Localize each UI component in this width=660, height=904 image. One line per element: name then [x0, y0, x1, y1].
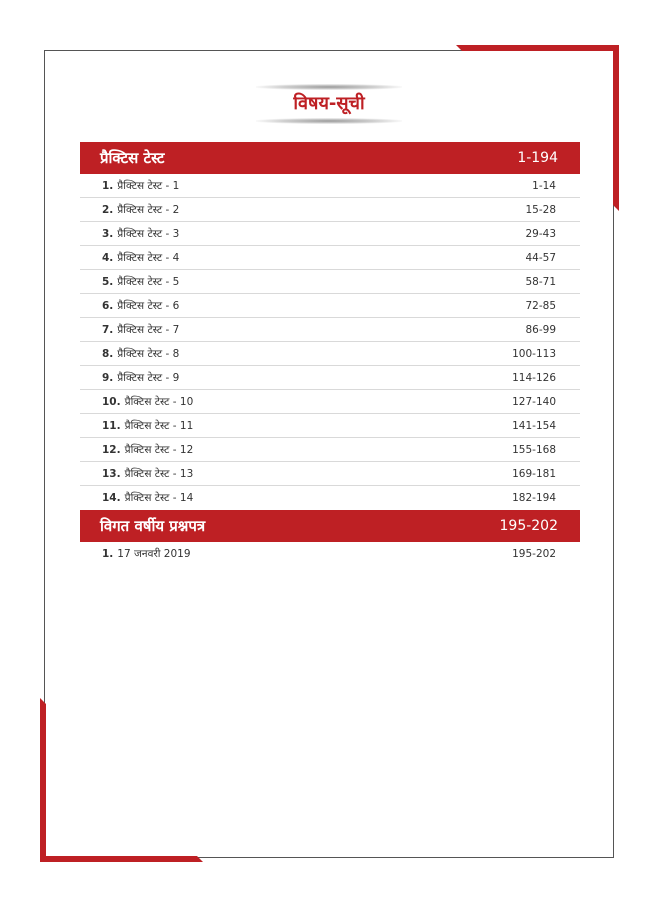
toc-list-practice-tests: [80, 174, 580, 510]
toc-row-label: 17 जनवरी 2019: [117, 548, 191, 560]
toc-row-number: 14.: [102, 492, 121, 504]
toc-row[interactable]: [80, 390, 580, 414]
toc-row-label: प्रैक्टिस टेस्ट - 6: [117, 299, 180, 312]
toc-row-pages: 114-126: [512, 371, 556, 384]
section-page-range: 195-202: [499, 518, 558, 534]
toc-row-number: 5.: [102, 275, 114, 288]
toc-row[interactable]: [80, 438, 580, 462]
toc-row[interactable]: [80, 246, 580, 270]
toc-row-number: 6.: [102, 299, 114, 312]
toc-row-label: प्रैक्टिस टेस्ट - 3: [117, 227, 180, 240]
toc-row-label: प्रैक्टिस टेस्ट - 5: [117, 275, 180, 288]
title-rule-bottom: [256, 118, 402, 124]
section-header-previous-year-papers[interactable]: [80, 510, 580, 542]
page-title-ribbon: [256, 84, 402, 124]
toc-row[interactable]: [80, 222, 580, 246]
toc-row-pages: 72-85: [525, 299, 556, 312]
toc-row-pages: 15-28: [525, 203, 556, 216]
toc-row[interactable]: [80, 318, 580, 342]
section-title: प्रैक्टिस टेस्ट: [100, 149, 165, 167]
corner-decoration-bottom-left-vertical: [40, 698, 46, 862]
toc-row[interactable]: [80, 174, 580, 198]
toc-row-label: प्रैक्टिस टेस्ट - 11: [124, 419, 194, 432]
toc-row[interactable]: [80, 270, 580, 294]
toc-row-number: 2.: [102, 203, 114, 216]
toc-row-label: प्रैक्टिस टेस्ट - 14: [124, 492, 194, 504]
corner-decoration-bottom-left: [40, 856, 203, 862]
toc-row-pages: 58-71: [525, 275, 556, 288]
toc-row-pages: 169-181: [512, 467, 556, 480]
toc-row-pages: 44-57: [525, 251, 556, 264]
toc-row[interactable]: [80, 486, 580, 510]
toc-row-label: प्रैक्टिस टेस्ट - 9: [117, 371, 180, 384]
corner-decoration-top-right-vertical: [613, 45, 619, 211]
toc-row-number: 8.: [102, 347, 114, 360]
toc-row-label: प्रैक्टिस टेस्ट - 12: [124, 443, 194, 456]
toc-row-label: प्रैक्टिस टेस्ट - 8: [117, 347, 180, 360]
corner-decoration-top-right: [456, 45, 619, 51]
toc-row[interactable]: [80, 542, 580, 566]
toc-row-label: प्रैक्टिस टेस्ट - 10: [124, 395, 194, 408]
toc-row[interactable]: [80, 366, 580, 390]
toc-row-number: 1.: [102, 179, 114, 192]
toc-row[interactable]: [80, 294, 580, 318]
toc-row[interactable]: [80, 342, 580, 366]
toc-row-number: 10.: [102, 395, 121, 408]
toc-row-label: प्रैक्टिस टेस्ट - 2: [117, 203, 180, 216]
toc-row-pages: 182-194: [512, 492, 556, 504]
toc-row-pages: 1-14: [532, 179, 556, 192]
toc-row-number: 7.: [102, 323, 114, 336]
toc-row-number: 9.: [102, 371, 114, 384]
toc-row-number: 3.: [102, 227, 114, 240]
toc-row-label: प्रैक्टिस टेस्ट - 4: [117, 251, 180, 264]
toc-row-label: प्रैक्टिस टेस्ट - 1: [117, 179, 180, 192]
section-header-practice-tests[interactable]: [80, 142, 580, 174]
toc-row-label: प्रैक्टिस टेस्ट - 7: [117, 323, 180, 336]
toc-row[interactable]: [80, 414, 580, 438]
toc-row-label: प्रैक्टिस टेस्ट - 13: [124, 467, 194, 480]
toc-row-pages: 195-202: [512, 548, 556, 560]
toc-row-number: 4.: [102, 251, 114, 264]
toc-row-pages: 155-168: [512, 443, 556, 456]
toc-row[interactable]: [80, 198, 580, 222]
toc-row-pages: 127-140: [512, 395, 556, 408]
toc-row-pages: 29-43: [525, 227, 556, 240]
toc-row-number: 1.: [102, 548, 114, 560]
section-title: विगत वर्षीय प्रश्नपत्र: [100, 517, 206, 535]
section-page-range: 1-194: [517, 150, 558, 166]
toc-row-pages: 100-113: [512, 347, 556, 360]
toc-row-number: 13.: [102, 467, 121, 480]
toc-row-number: 12.: [102, 443, 121, 456]
toc-row[interactable]: [80, 462, 580, 486]
toc-row-pages: 141-154: [512, 419, 556, 432]
toc-row-pages: 86-99: [525, 323, 556, 336]
page-title: विषय-सूची: [293, 93, 365, 114]
toc-row-number: 11.: [102, 419, 121, 432]
toc-list-previous-year-papers: [80, 542, 580, 566]
